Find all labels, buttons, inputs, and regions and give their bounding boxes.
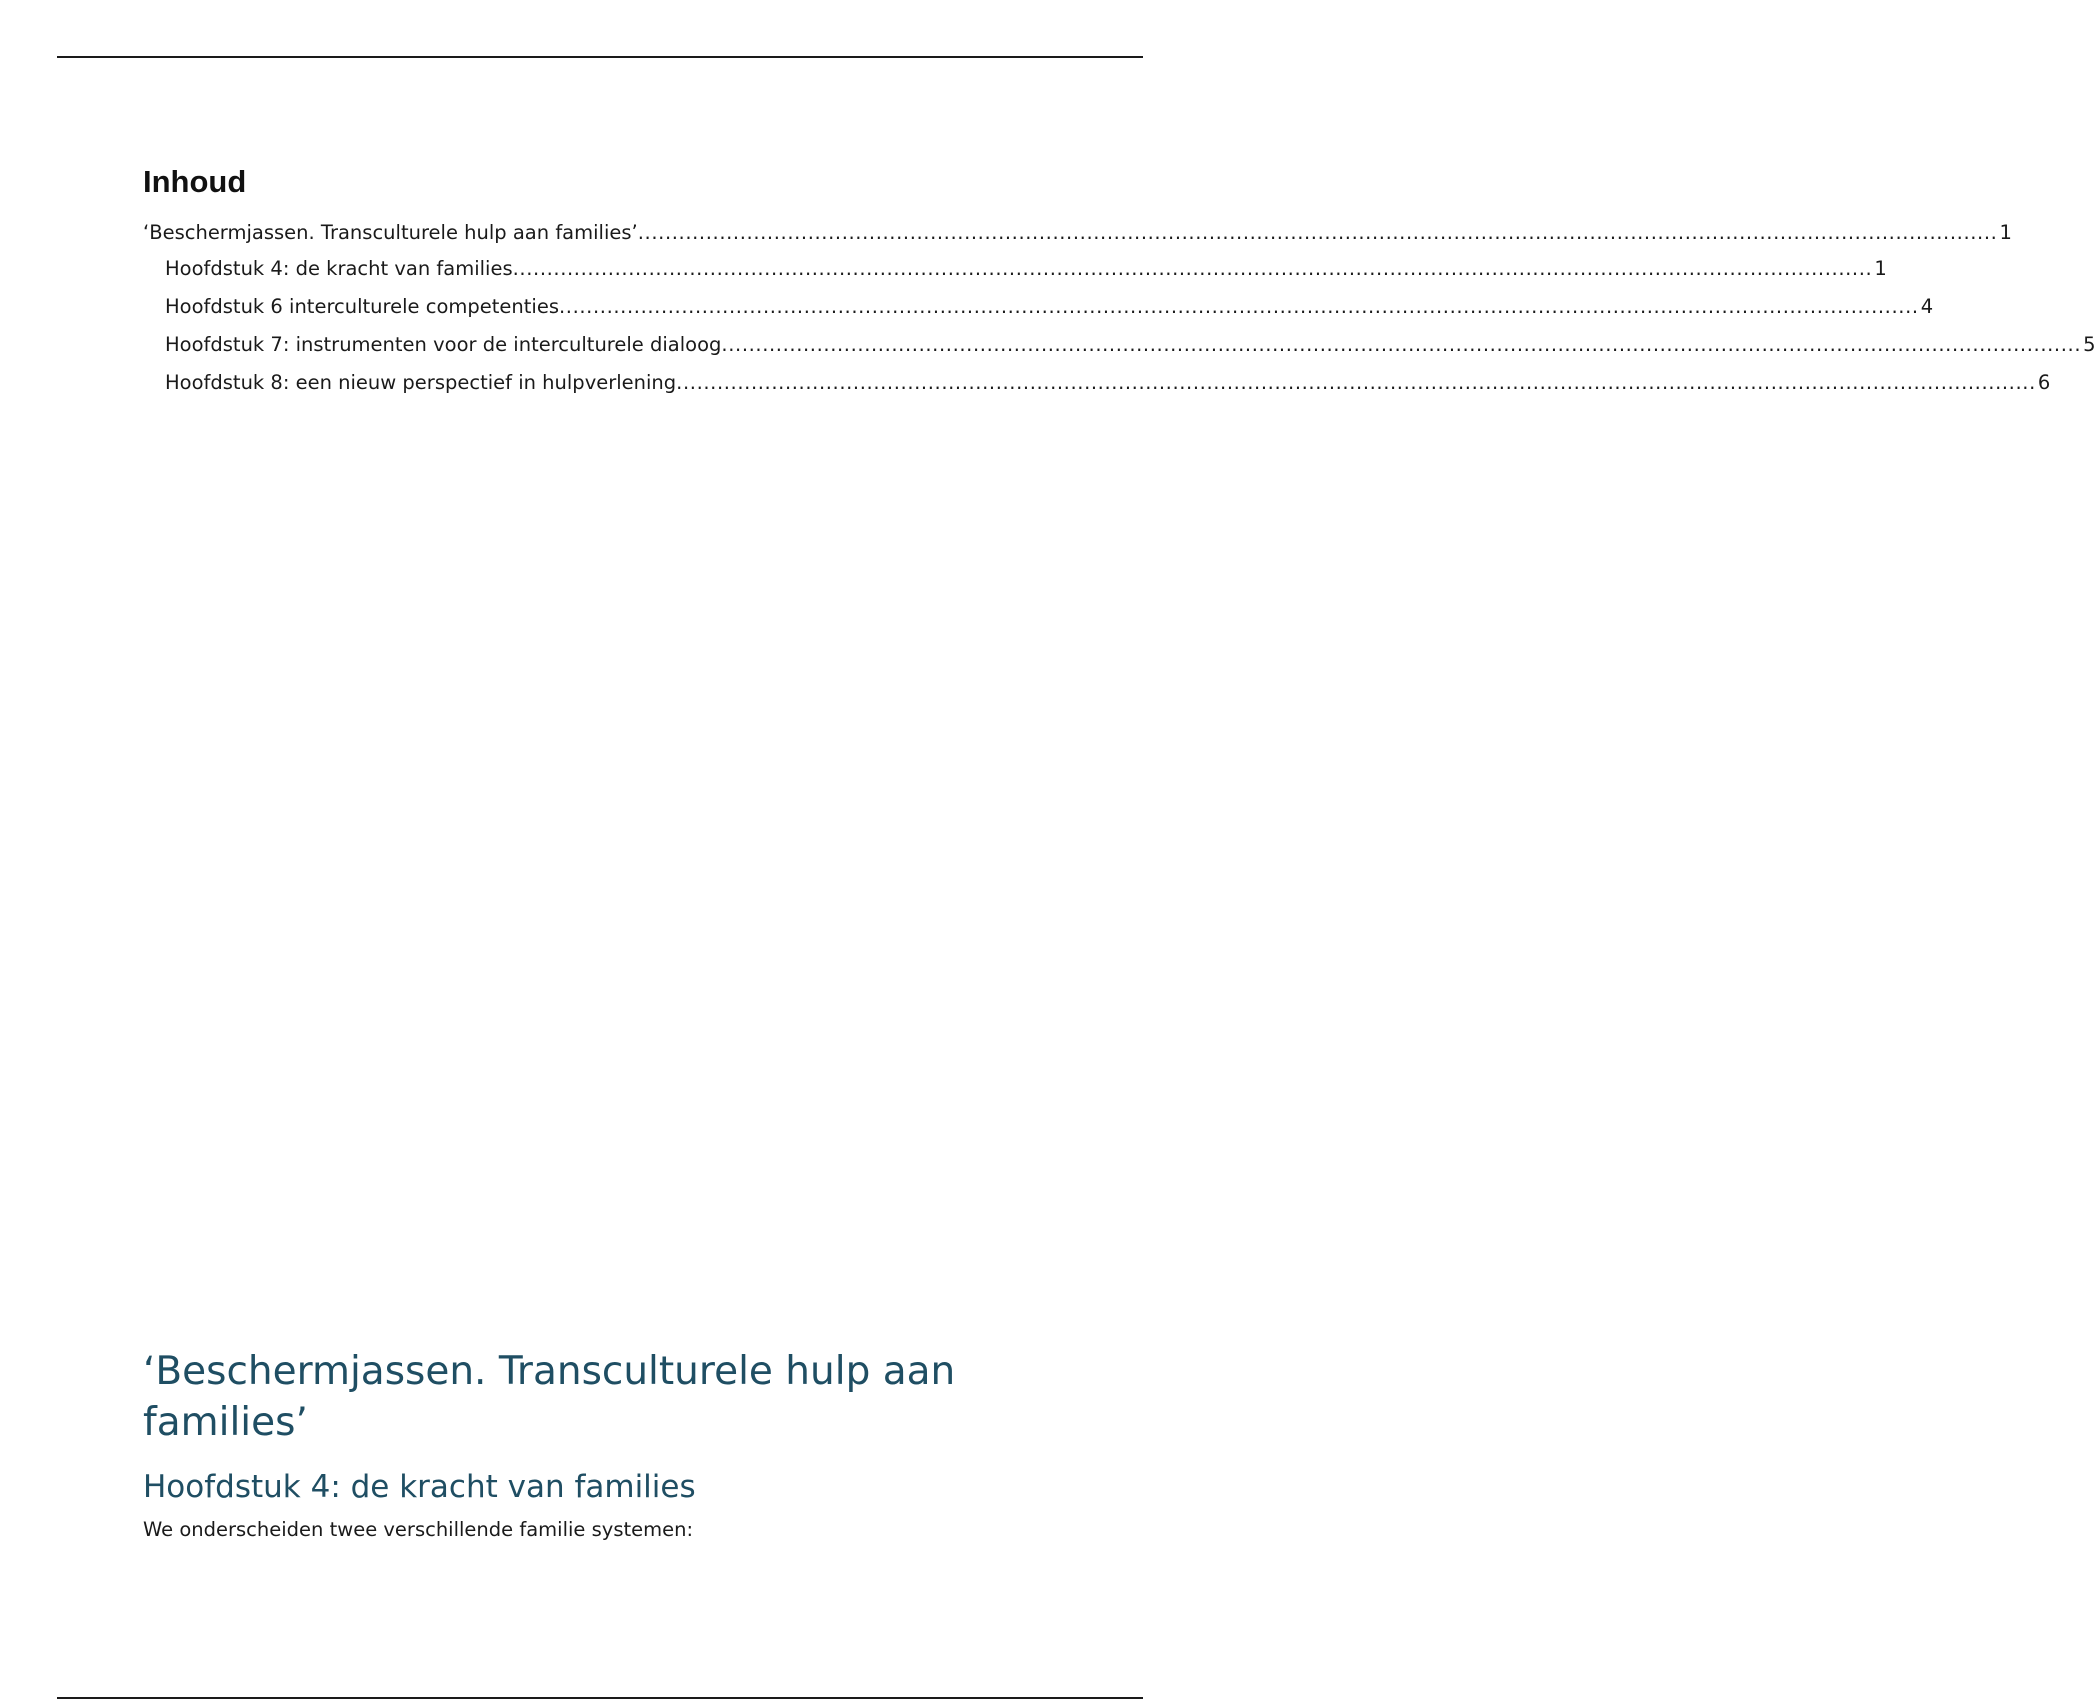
toc-leader-dots: ........................................................................................................................................................................................................ [558,295,1919,318]
toc-leader-dots: ........................................................................................................................................................................................................ [637,221,1998,244]
body-paragraph: We onderscheiden twee verschillende familie systemen: [143,1518,694,1541]
toc-leader-dots: ........................................................................................................................................................................................................ [512,257,1873,280]
document-title: ‘Beschermjassen. Transculturele hulp aan families’ [143,1349,956,1445]
header-rule [57,56,1143,58]
toc-entry[interactable] [143,293,1934,331]
toc-entry-text: Hoofdstuk 6 interculturele competenties [165,295,559,318]
toc-leader-dots: ........................................................................................................................................................................................................ [676,371,2036,394]
toc-entry-text: Hoofdstuk 7: instrumenten voor de interculturele dialoog [165,333,722,356]
toc-page-number: 5 [2083,333,2096,356]
toc-entry-text: Hoofdstuk 8: een nieuw perspectief in hulpverlening [165,371,677,394]
toc-page-number: 6 [2037,371,2051,394]
footer-rule [57,1697,1143,1699]
toc-entry-text: Hoofdstuk 4: de kracht van families [165,257,513,280]
toc-page-number: 1 [1999,221,2012,244]
toc-page-number: 4 [1920,295,1934,318]
toc-page-number: 1 [1874,257,1887,280]
toc-entry-text: ‘Beschermjassen. Transculturele hulp aan families’ [143,221,638,244]
toc-entry[interactable] [143,255,1887,293]
toc-heading: Inhoud [143,164,247,199]
table-of-contents [143,219,2096,407]
toc-entry[interactable] [143,219,2012,255]
toc-entry[interactable] [143,331,2096,369]
chapter-heading: Hoofdstuk 4: de kracht van families [143,1469,696,1505]
toc-leader-dots: ........................................................................................................................................................................................................ [721,333,2082,356]
toc-entry[interactable] [143,369,2051,407]
